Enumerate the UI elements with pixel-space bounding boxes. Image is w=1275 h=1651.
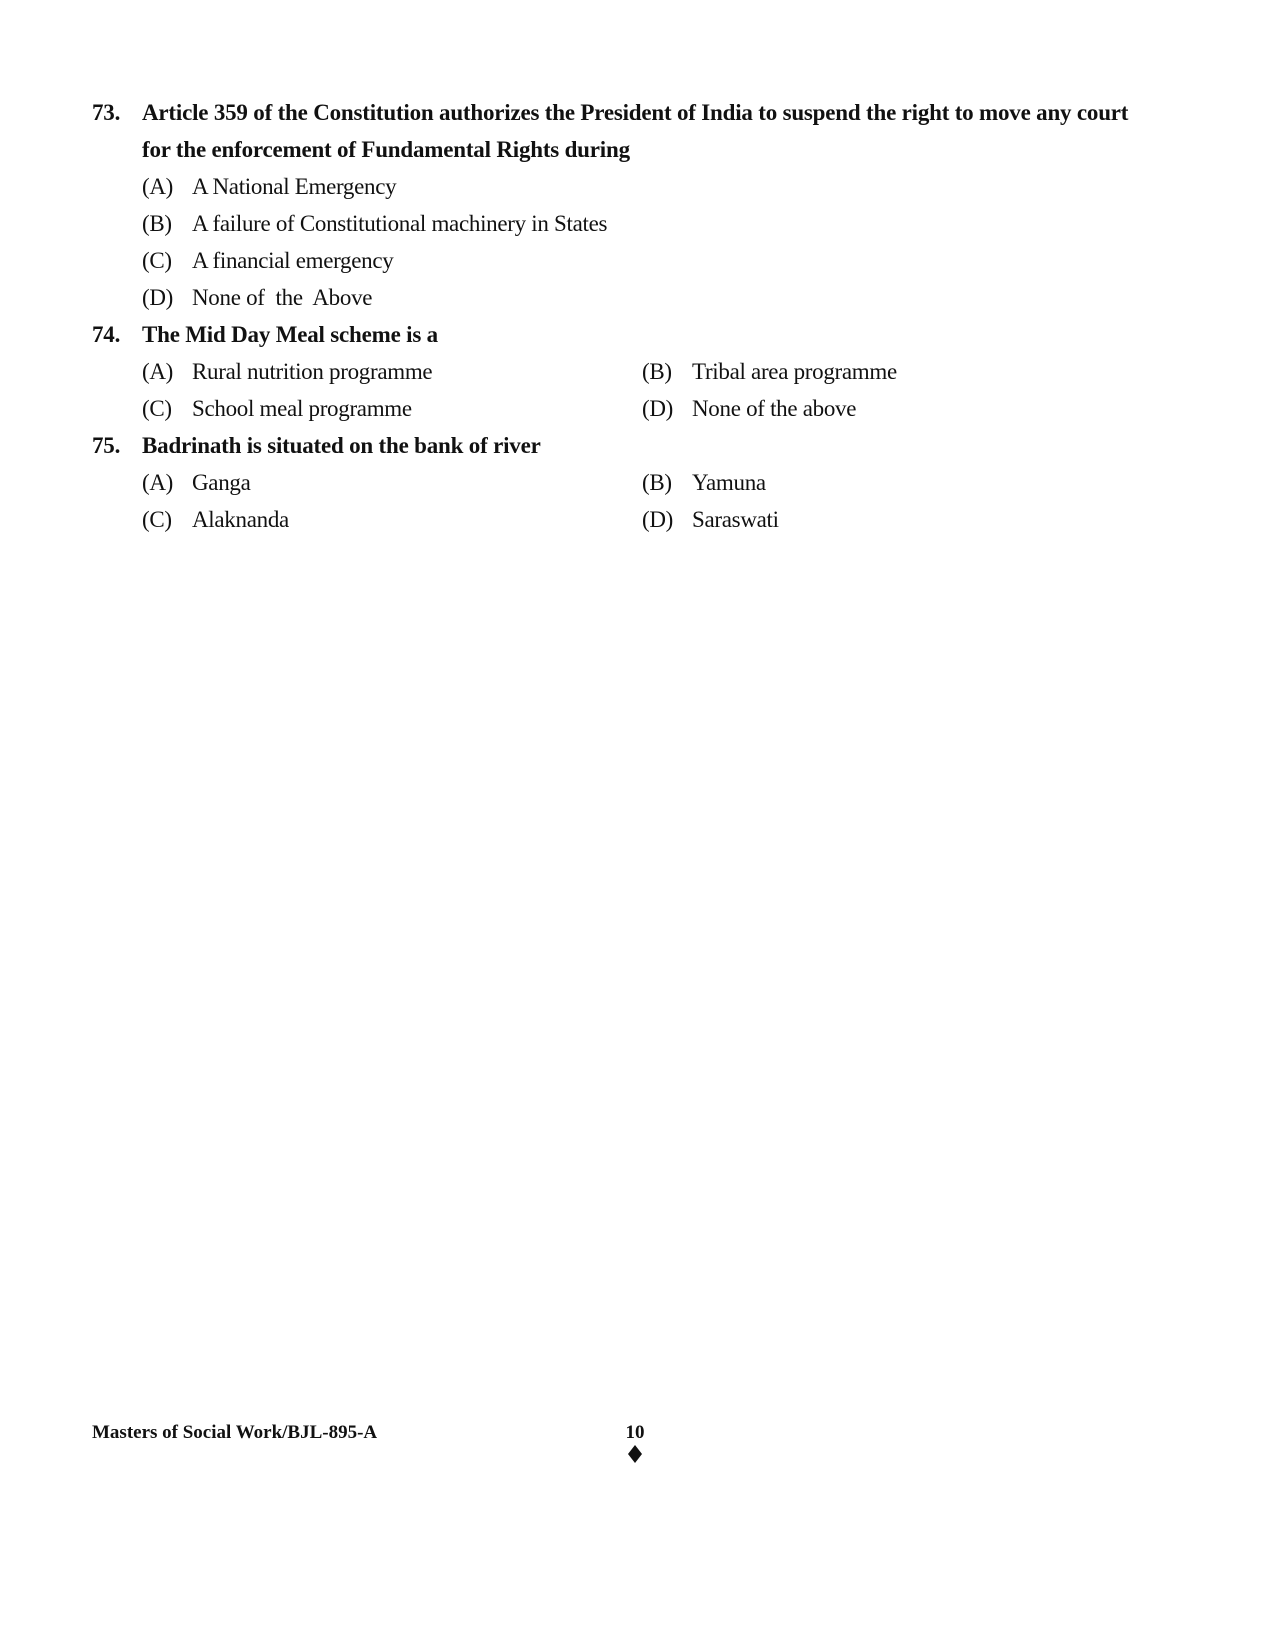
option-text: School meal programme — [192, 396, 412, 421]
question-73 — [92, 94, 1192, 316]
option-text: None of the above — [692, 396, 857, 421]
option-d — [642, 501, 1142, 538]
option-label: (C) — [142, 507, 172, 532]
option-b — [642, 464, 1142, 501]
option-a — [142, 168, 1192, 205]
option-row — [142, 390, 1192, 427]
question-75 — [92, 427, 1192, 538]
option-list — [142, 464, 1192, 538]
option-text: A failure of Constitutional machinery in States — [192, 211, 608, 236]
option-a — [142, 464, 642, 501]
option-label: (A) — [142, 174, 174, 199]
option-row — [142, 501, 1192, 538]
option-label: (B) — [642, 470, 672, 495]
option-d — [642, 390, 1142, 427]
option-row — [142, 353, 1192, 390]
question-74 — [92, 316, 1192, 427]
option-label: (A) — [142, 470, 174, 495]
option-row — [142, 464, 1192, 501]
question-text: Badrinath is situated on the bank of river — [142, 433, 541, 458]
option-label: (B) — [142, 211, 172, 236]
option-a — [142, 353, 642, 390]
option-text: Rural nutrition programme — [192, 359, 433, 384]
option-label: (B) — [642, 359, 672, 384]
option-text: A National Emergency — [192, 174, 397, 199]
option-list — [142, 353, 1192, 427]
option-text: A financial emergency — [192, 248, 394, 273]
option-label: (D) — [142, 285, 174, 310]
option-text: Ganga — [192, 470, 251, 495]
question-text: The Mid Day Meal scheme is a — [142, 322, 438, 347]
option-c — [142, 501, 642, 538]
option-list — [142, 168, 1192, 316]
question-stem — [92, 94, 1192, 168]
diamond-icon — [628, 1445, 642, 1463]
option-label: (D) — [642, 396, 674, 421]
option-text: Alaknanda — [192, 507, 289, 532]
question-text: Article 359 of the Constitution authorizes the President of India to suspend the right to move any court for the enforcement of Fundamental Rights during — [142, 100, 1129, 162]
option-text: Saraswati — [692, 507, 779, 532]
course-code: Masters of Social Work/BJL-895-A — [92, 1422, 378, 1443]
option-c — [142, 390, 642, 427]
option-label: (C) — [142, 248, 172, 273]
question-number: 75. — [92, 433, 121, 458]
question-stem — [92, 316, 1192, 353]
question-number: 73. — [92, 100, 121, 125]
option-label: (D) — [642, 507, 674, 532]
option-text: Yamuna — [692, 470, 766, 495]
option-b — [142, 205, 1192, 242]
question-number: 74. — [92, 322, 121, 347]
option-text: Tribal area programme — [692, 359, 897, 384]
question-stem — [92, 427, 1192, 464]
option-text: None of the Above — [192, 285, 373, 310]
option-d — [142, 279, 1192, 316]
option-c — [142, 242, 1192, 279]
option-label: (C) — [142, 396, 172, 421]
option-b — [642, 353, 1142, 390]
page-number: 10 — [625, 1422, 645, 1443]
option-label: (A) — [142, 359, 174, 384]
